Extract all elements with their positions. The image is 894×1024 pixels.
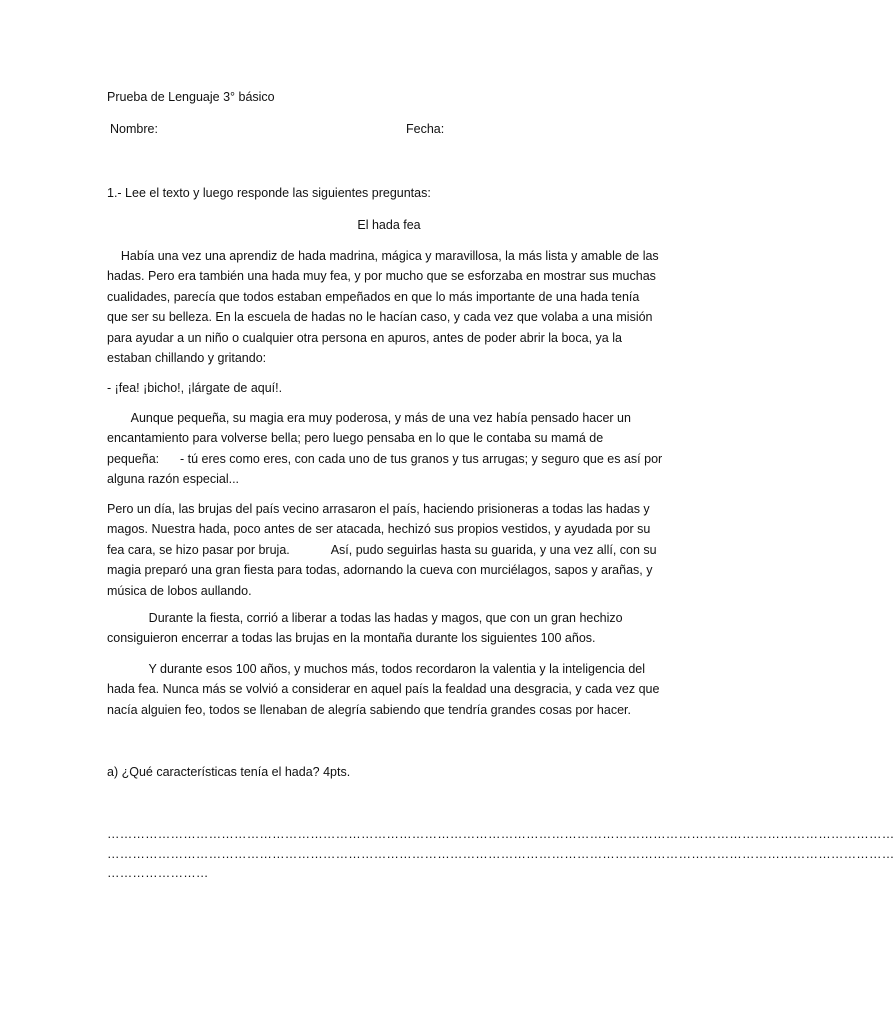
story-paragraph <box>107 499 667 601</box>
paragraph-line: Y durante esos 100 años, y muchos más, todos recordaron la valentia y la inteligencia del <box>107 662 646 676</box>
paragraph-line: encantamiento para volverse bella; pero luego pensaba en lo que le contaba su mamá de <box>107 431 604 446</box>
paragraph-line: magia preparó una gran fiesta para todas, adornando la cueva con murciélagos, sapos y arañas, y <box>107 563 653 578</box>
paragraph-line: alguna razón especial... <box>107 472 240 487</box>
question-a: a) ¿Qué características tenía el hada? 4pts. <box>107 765 351 779</box>
paragraph-line: estaban chillando y gritando: <box>107 351 267 366</box>
instruction-text: 1.- Lee el texto y luego responde las siguientes preguntas: <box>107 186 431 200</box>
answer-line: …………………………………………………………………………………………………………………………………………………………………… <box>107 847 894 861</box>
paragraph-line: fea cara, se hizo pasar por bruja. Así, pudo seguirlas hasta su guarida, y una vez allí, con su <box>107 542 657 557</box>
date-label: Fecha: <box>406 122 445 136</box>
paragraph-line: hadas. Pero era también una hada muy fea, y por mucho que se esforzaba en mostrar sus muchas <box>107 269 656 284</box>
paragraph-line: Pero un día, las brujas del país vecino arrasaron el país, haciendo prisioneras a todas las hadas y <box>107 502 650 516</box>
story-paragraph <box>107 378 667 398</box>
answer-line: …………………… <box>107 866 209 880</box>
paragraph-line: magos. Nuestra hada, poco antes de ser atacada, hechizó sus propios vestidos, y ayudada por su <box>107 522 651 537</box>
paragraph-line: Había una vez una aprendiz de hada madrina, mágica y maravillosa, la más lista y amable de las <box>107 249 659 263</box>
paragraph-line: música de lobos aullando. <box>107 583 252 598</box>
story-paragraph <box>107 408 667 490</box>
story-paragraph <box>107 659 667 720</box>
paragraph-line: cualidades, parecía que todos estaban empeñados en que lo más importante de una hada tenía <box>107 289 640 304</box>
name-label: Nombre: <box>110 122 158 136</box>
story-paragraph <box>107 246 667 368</box>
paragraph-line: consiguieron encerrar a todas las brujas en la montaña durante los siguientes 100 años. <box>107 631 596 646</box>
paragraph-line: - ¡fea! ¡bicho!, ¡lárgate de aquí!. <box>107 381 283 395</box>
paragraph-line: que ser su belleza. En la escuela de hadas no le hacían caso, y cada vez que volaba a una misión <box>107 310 653 325</box>
paragraph-line: Durante la fiesta, corrió a liberar a todas las hadas y magos, que con un gran hechizo <box>107 611 623 625</box>
worksheet-title: Prueba de Lenguaje 3° básico <box>107 90 275 104</box>
paragraph-line: Aunque pequeña, su magia era muy poderosa, y más de una vez había pensado hacer un <box>107 411 631 425</box>
paragraph-line: nacía alguien feo, todos se llenaban de alegría sabiendo que tendría grandes cosas por hacer. <box>107 702 631 717</box>
answer-line: …………………………………………………………………………………………………………………………………………………………………… <box>107 827 894 841</box>
paragraph-line: pequeña: - tú eres como eres, con cada uno de tus granos y tus arrugas; y seguro que es así por <box>107 451 663 466</box>
story-paragraph <box>107 608 667 649</box>
story-title: El hada fea <box>357 218 421 232</box>
paragraph-line: hada fea. Nunca más se volvió a considerar en aquel país la fealdad una desgracia, y cada vez que <box>107 682 660 697</box>
paragraph-line: para ayudar a un niño o cualquier otra persona en apuros, antes de poder abrir la boca, ya la <box>107 330 622 345</box>
